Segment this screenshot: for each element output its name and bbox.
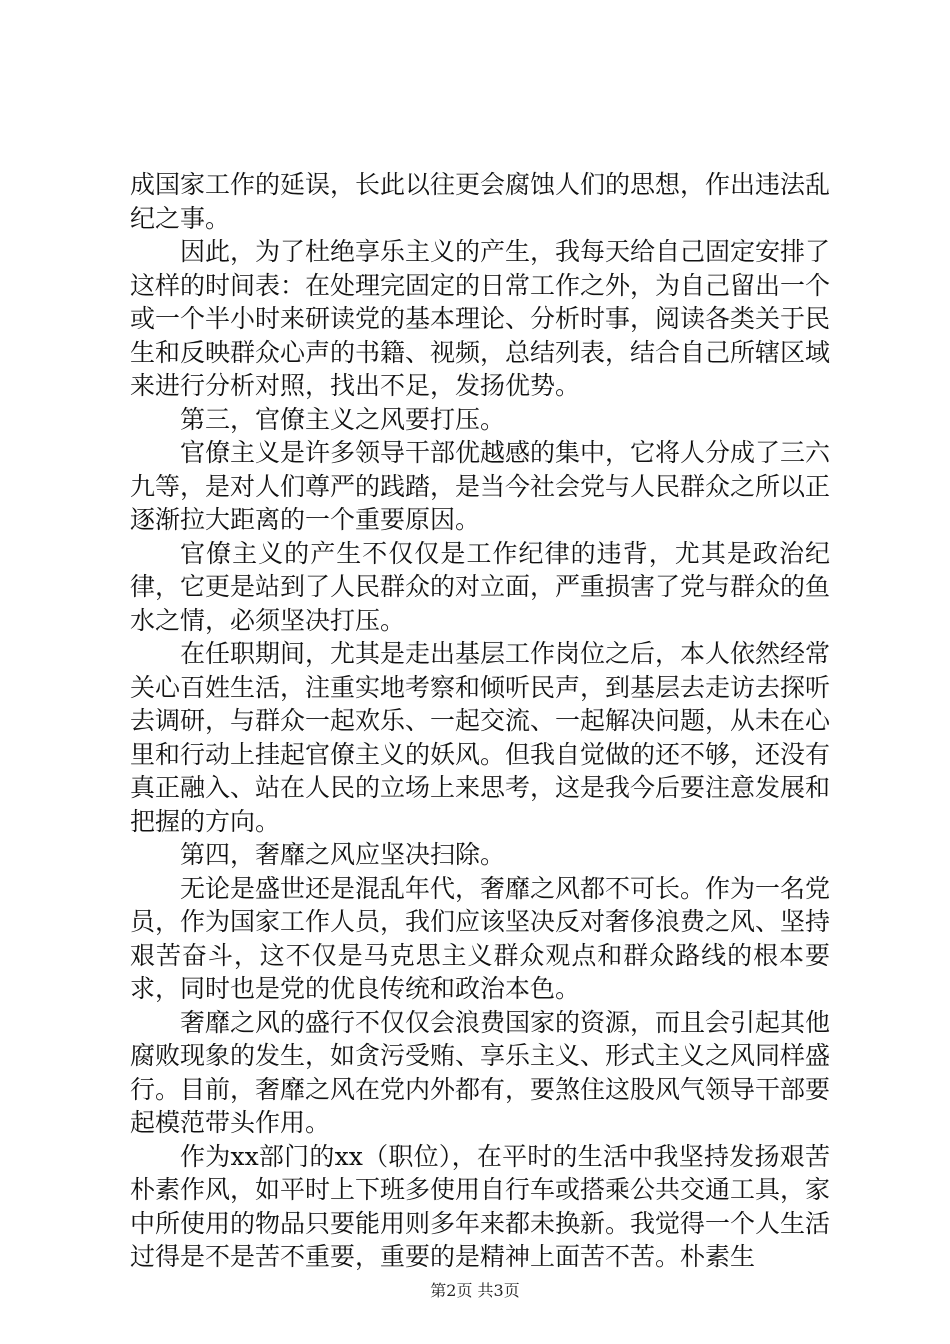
paragraph-5: 官僚主义的产生不仅仅是工作纪律的违背，尤其是政治纪律，它更是站到了人民群众的对立面，严重损害了党与群众的鱼水之情，必须坚决打压。 (130, 538, 831, 635)
page-indicator: 第2页 共3页 (430, 1281, 520, 1300)
page-footer (0, 1281, 950, 1301)
paragraph-8: 无论是盛世还是混乱年代，奢靡之风都不可长。作为一名党员，作为国家工作人员，我们应该坚决反对奢侈浪费之风、坚持艰苦奋斗，这不仅是马克思主义群众观点和群众路线的根本要求，同时也是党的优良传统和政治本色。 (130, 873, 831, 1003)
paragraph-10: 作为xx部门的xx（职位），在平时的生活中我坚持发扬艰苦朴素作风，如平时上下班多使用自行车或搭乘公共交通工具，家中所使用的物品只要能用则多年来都未换新。我觉得一个人生活过得是不是苦不重要，重要的是精神上面苦不苦。朴素生 (130, 1141, 831, 1271)
section-heading-third: 第三，官僚主义之风要打压。 (180, 404, 506, 434)
section-heading-fourth: 第四，奢靡之风应坚决扫除。 (180, 840, 506, 869)
paragraph-4: 官僚主义是许多领导干部优越感的集中，它将人分成了三六九等，是对人们尊严的践踏，是当今社会党与人民群众之所以正逐渐拉大距离的一个重要原因。 (130, 438, 831, 534)
paragraph-9: 奢靡之风的盛行不仅仅会浪费国家的资源，而且会引起其他腐败现象的发生，如贪污受贿、享乐主义、形式主义之风同样盛行。目前，奢靡之风在党内外都有，要煞住这股风气领导干部要起模范带头作用。 (130, 1007, 831, 1137)
document-body (130, 168, 830, 1274)
paragraph-2: 因此，为了杜绝享乐主义的产生，我每天给自己固定安排了这样的时间表：在处理完固定的日常工作之外，为自己留出一个或一个半小时来研读党的基本理论、分析时事，阅读各类关于民生和反映群众心声的书籍、视频，总结列表，结合自己所辖区域来进行分析对照，找出不足，发扬优势。 (130, 237, 831, 400)
paragraph-1: 成国家工作的延误，长此以往更会腐蚀人们的思想，作出违法乱纪之事。 (130, 170, 831, 233)
paragraph-6: 在任职期间，尤其是走出基层工作岗位之后，本人依然经常关心百姓生活，注重实地考察和倾听民声，到基层去走访去探听去调研，与群众一起欢乐、一起交流、一起解决问题，从未在心里和行动上挂起官僚主义的妖风。但我自觉做的还不够，还没有真正融入、站在人民的立场上来思考，这是我今后要注意发展和把握的方向。 (130, 639, 831, 836)
